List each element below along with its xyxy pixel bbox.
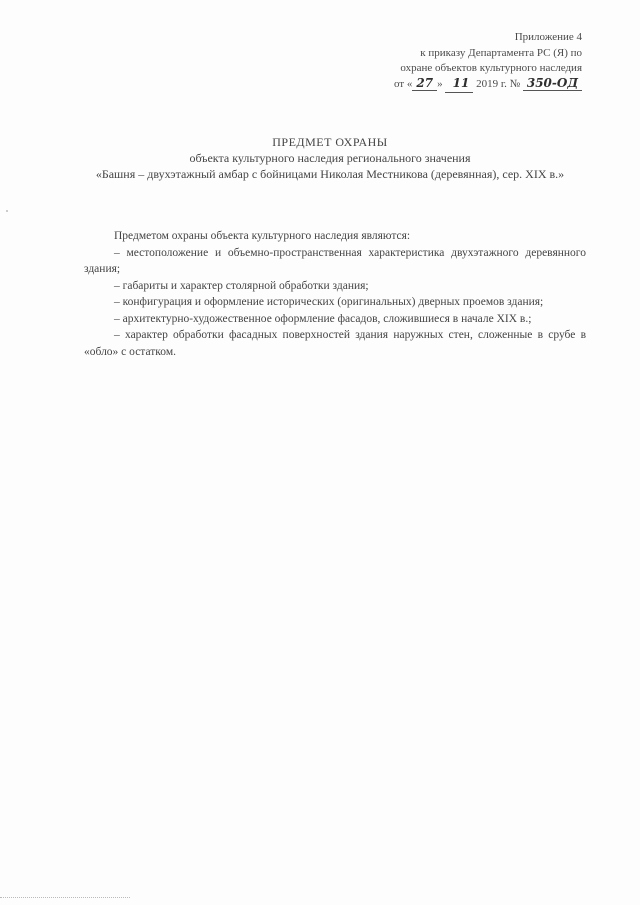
appendix-header [322,30,582,93]
appendix-order-ref: к приказу Департамента РС (Я) по [420,46,582,59]
body-intro: Предметом охраны объекта культурного наследия являются: [114,230,411,242]
order-number: 350-ОД [523,77,582,91]
date-day: 27 [412,77,437,91]
scan-artifact-edge [0,897,130,899]
date-month: 11 [452,75,470,90]
appendix-number: Приложение 4 [514,31,582,43]
date-prefix: от « [393,77,413,90]
body-item-dimensions: – габариты и характер столярной обработки здания; [114,279,369,292]
date-month-blank [445,77,473,94]
date-year: 2019 г. № [476,77,521,90]
body-item-facades: – архитектурно-художественное оформление фасадов, сложившиеся в начале XIX в.; [114,312,532,325]
title-subtitle: объекта культурного наследия регионального значения [189,151,471,165]
document-title: ПРЕДМЕТ ОХРАНЫ [272,135,388,149]
scan-artifact-dot [6,210,8,212]
title-object-name: «Башня – двухэтажный амбар с бойницами Николая Местникова (деревянная), сер. XIX в.» [95,167,565,181]
body-item-doorways: – конфигурация и оформление исторических (оригинальных) дверных проемов здания; [114,296,544,308]
date-mid: » [437,77,443,90]
title-block [60,134,600,182]
appendix-department: охране объектов культурного наследия [400,62,582,74]
body-item-location: – местоположение и объемно-пространственная характеристика двухэтажного деревянного здания; [84,246,586,275]
body-text [84,228,586,360]
body-item-surfaces: – характер обработки фасадных поверхностей здания наружных стен, сложенные в срубе в «обло» с остатком. [84,329,586,358]
appendix-date-line [322,77,582,94]
